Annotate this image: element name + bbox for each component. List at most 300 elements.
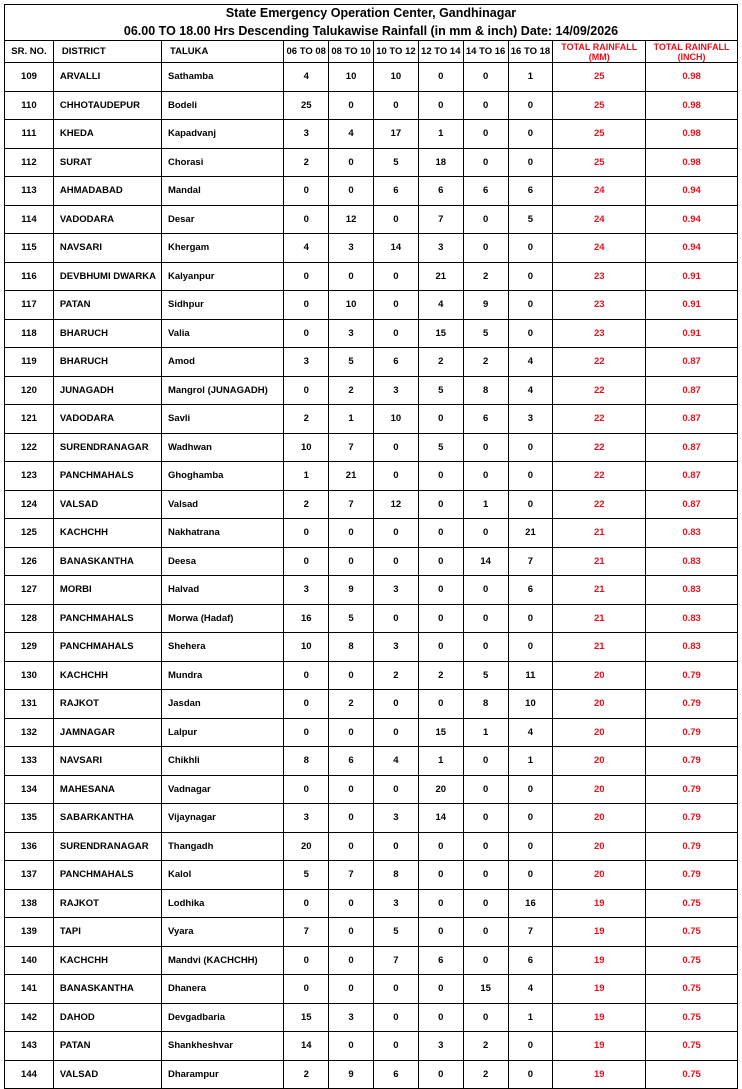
cell-06-to-08: 0	[284, 177, 329, 206]
cell-06-to-08: 0	[284, 291, 329, 320]
cell-total-inch: 0.87	[646, 462, 738, 491]
table-row	[5, 205, 738, 234]
report-header	[4, 4, 738, 40]
cell-14-to-16: 1	[463, 718, 508, 747]
cell-total-mm: 19	[553, 918, 646, 947]
cell-10-to-12: 2	[374, 661, 419, 690]
cell-sr-no: 131	[5, 690, 54, 719]
cell-08-to-10: 0	[329, 1032, 374, 1061]
table-row	[5, 633, 738, 662]
cell-total-mm: 19	[553, 975, 646, 1004]
cell-sr-no: 138	[5, 889, 54, 918]
cell-district: VADODARA	[53, 405, 161, 434]
cell-14-to-16: 0	[463, 747, 508, 776]
cell-district: VALSAD	[53, 1060, 161, 1089]
cell-10-to-12: 0	[374, 433, 419, 462]
table-row	[5, 120, 738, 149]
cell-total-mm: 20	[553, 690, 646, 719]
cell-16-to-18: 4	[508, 348, 553, 377]
cell-district: KACHCHH	[53, 946, 161, 975]
cell-total-inch: 0.79	[646, 747, 738, 776]
cell-district: RAJKOT	[53, 690, 161, 719]
cell-total-mm: 21	[553, 633, 646, 662]
cell-10-to-12: 3	[374, 376, 419, 405]
cell-district: JAMNAGAR	[53, 718, 161, 747]
table-row	[5, 747, 738, 776]
cell-total-mm: 22	[553, 405, 646, 434]
cell-06-to-08: 10	[284, 433, 329, 462]
cell-sr-no: 109	[5, 63, 54, 92]
cell-total-mm: 21	[553, 604, 646, 633]
cell-total-inch: 0.91	[646, 319, 738, 348]
cell-total-inch: 0.87	[646, 405, 738, 434]
cell-14-to-16: 0	[463, 918, 508, 947]
cell-taluka: Bodeli	[161, 91, 283, 120]
cell-08-to-10: 7	[329, 490, 374, 519]
cell-12-to-14: 1	[418, 120, 463, 149]
rainfall-table	[4, 40, 738, 1089]
cell-10-to-12: 3	[374, 889, 419, 918]
cell-16-to-18: 6	[508, 177, 553, 206]
cell-sr-no: 130	[5, 661, 54, 690]
cell-taluka: Vadnagar	[161, 775, 283, 804]
cell-sr-no: 133	[5, 747, 54, 776]
cell-taluka: Ghoghamba	[161, 462, 283, 491]
col-header-total-inch: TOTAL RAINFALL (INCH)	[646, 41, 738, 63]
cell-16-to-18: 0	[508, 148, 553, 177]
cell-district: BANASKANTHA	[53, 547, 161, 576]
cell-16-to-18: 0	[508, 120, 553, 149]
col-header-06-to-08: 06 TO 08	[284, 41, 329, 63]
cell-12-to-14: 0	[418, 604, 463, 633]
cell-08-to-10: 3	[329, 234, 374, 263]
cell-district: PANCHMAHALS	[53, 462, 161, 491]
cell-10-to-12: 10	[374, 63, 419, 92]
cell-16-to-18: 0	[508, 319, 553, 348]
cell-14-to-16: 2	[463, 1060, 508, 1089]
cell-16-to-18: 0	[508, 604, 553, 633]
table-header-row	[5, 41, 738, 63]
cell-14-to-16: 0	[463, 148, 508, 177]
cell-14-to-16: 2	[463, 262, 508, 291]
cell-08-to-10: 0	[329, 975, 374, 1004]
cell-district: TAPI	[53, 918, 161, 947]
cell-06-to-08: 7	[284, 918, 329, 947]
cell-10-to-12: 4	[374, 747, 419, 776]
cell-16-to-18: 0	[508, 775, 553, 804]
cell-total-inch: 0.79	[646, 832, 738, 861]
cell-12-to-14: 2	[418, 348, 463, 377]
cell-14-to-16: 0	[463, 433, 508, 462]
cell-taluka: Sathamba	[161, 63, 283, 92]
cell-12-to-14: 0	[418, 490, 463, 519]
cell-total-mm: 24	[553, 205, 646, 234]
cell-16-to-18: 0	[508, 262, 553, 291]
cell-12-to-14: 5	[418, 376, 463, 405]
table-row	[5, 576, 738, 605]
cell-total-mm: 19	[553, 946, 646, 975]
cell-total-mm: 20	[553, 804, 646, 833]
cell-16-to-18: 0	[508, 804, 553, 833]
cell-total-inch: 0.98	[646, 120, 738, 149]
cell-14-to-16: 0	[463, 462, 508, 491]
cell-12-to-14: 0	[418, 861, 463, 890]
table-row	[5, 547, 738, 576]
cell-10-to-12: 17	[374, 120, 419, 149]
cell-16-to-18: 7	[508, 547, 553, 576]
cell-14-to-16: 9	[463, 291, 508, 320]
cell-total-inch: 0.98	[646, 63, 738, 92]
cell-total-mm: 23	[553, 319, 646, 348]
cell-total-mm: 22	[553, 433, 646, 462]
cell-08-to-10: 0	[329, 177, 374, 206]
cell-sr-no: 143	[5, 1032, 54, 1061]
cell-sr-no: 142	[5, 1003, 54, 1032]
cell-10-to-12: 3	[374, 633, 419, 662]
cell-08-to-10: 10	[329, 291, 374, 320]
cell-16-to-18: 6	[508, 946, 553, 975]
cell-08-to-10: 9	[329, 576, 374, 605]
cell-16-to-18: 5	[508, 205, 553, 234]
table-row	[5, 804, 738, 833]
cell-16-to-18: 10	[508, 690, 553, 719]
cell-16-to-18: 6	[508, 576, 553, 605]
table-row	[5, 718, 738, 747]
cell-06-to-08: 0	[284, 661, 329, 690]
cell-06-to-08: 3	[284, 576, 329, 605]
cell-16-to-18: 7	[508, 918, 553, 947]
cell-taluka: Wadhwan	[161, 433, 283, 462]
cell-12-to-14: 20	[418, 775, 463, 804]
cell-total-mm: 21	[553, 547, 646, 576]
cell-taluka: Jasdan	[161, 690, 283, 719]
cell-taluka: Dharampur	[161, 1060, 283, 1089]
cell-total-mm: 19	[553, 1003, 646, 1032]
cell-taluka: Nakhatrana	[161, 519, 283, 548]
cell-total-mm: 20	[553, 832, 646, 861]
cell-sr-no: 113	[5, 177, 54, 206]
cell-06-to-08: 0	[284, 775, 329, 804]
cell-district: PANCHMAHALS	[53, 604, 161, 633]
cell-12-to-14: 0	[418, 576, 463, 605]
cell-sr-no: 123	[5, 462, 54, 491]
cell-14-to-16: 0	[463, 1003, 508, 1032]
cell-total-inch: 0.75	[646, 1060, 738, 1089]
cell-08-to-10: 0	[329, 661, 374, 690]
cell-10-to-12: 14	[374, 234, 419, 263]
cell-14-to-16: 8	[463, 690, 508, 719]
cell-taluka: Halvad	[161, 576, 283, 605]
cell-06-to-08: 25	[284, 91, 329, 120]
cell-total-mm: 23	[553, 291, 646, 320]
cell-10-to-12: 3	[374, 804, 419, 833]
table-row	[5, 1003, 738, 1032]
cell-total-mm: 22	[553, 376, 646, 405]
cell-total-inch: 0.94	[646, 177, 738, 206]
cell-10-to-12: 12	[374, 490, 419, 519]
cell-06-to-08: 2	[284, 405, 329, 434]
cell-16-to-18: 0	[508, 433, 553, 462]
cell-08-to-10: 0	[329, 519, 374, 548]
cell-total-inch: 0.79	[646, 804, 738, 833]
cell-district: VALSAD	[53, 490, 161, 519]
cell-14-to-16: 0	[463, 234, 508, 263]
cell-16-to-18: 0	[508, 1060, 553, 1089]
cell-taluka: Deesa	[161, 547, 283, 576]
cell-total-inch: 0.75	[646, 1003, 738, 1032]
cell-06-to-08: 5	[284, 861, 329, 890]
cell-14-to-16: 0	[463, 205, 508, 234]
cell-taluka: Dhanera	[161, 975, 283, 1004]
cell-taluka: Lalpur	[161, 718, 283, 747]
cell-14-to-16: 6	[463, 405, 508, 434]
cell-taluka: Kalyanpur	[161, 262, 283, 291]
cell-sr-no: 126	[5, 547, 54, 576]
cell-total-mm: 25	[553, 148, 646, 177]
cell-06-to-08: 0	[284, 205, 329, 234]
table-row	[5, 661, 738, 690]
cell-06-to-08: 15	[284, 1003, 329, 1032]
cell-district: PATAN	[53, 1032, 161, 1061]
cell-08-to-10: 2	[329, 690, 374, 719]
cell-total-inch: 0.75	[646, 889, 738, 918]
cell-06-to-08: 1	[284, 462, 329, 491]
cell-16-to-18: 0	[508, 91, 553, 120]
cell-10-to-12: 0	[374, 519, 419, 548]
table-row	[5, 604, 738, 633]
cell-total-mm: 24	[553, 177, 646, 206]
cell-total-inch: 0.98	[646, 91, 738, 120]
cell-district: KACHCHH	[53, 519, 161, 548]
cell-district: BHARUCH	[53, 348, 161, 377]
table-row	[5, 1032, 738, 1061]
cell-08-to-10: 7	[329, 433, 374, 462]
cell-taluka: Khergam	[161, 234, 283, 263]
cell-total-inch: 0.83	[646, 576, 738, 605]
cell-sr-no: 122	[5, 433, 54, 462]
cell-08-to-10: 0	[329, 148, 374, 177]
cell-08-to-10: 0	[329, 262, 374, 291]
cell-district: NAVSARI	[53, 747, 161, 776]
cell-sr-no: 128	[5, 604, 54, 633]
cell-10-to-12: 3	[374, 576, 419, 605]
cell-district: DAHOD	[53, 1003, 161, 1032]
cell-total-mm: 19	[553, 889, 646, 918]
cell-total-inch: 0.98	[646, 148, 738, 177]
cell-sr-no: 121	[5, 405, 54, 434]
table-row	[5, 775, 738, 804]
cell-16-to-18: 0	[508, 490, 553, 519]
cell-sr-no: 117	[5, 291, 54, 320]
cell-12-to-14: 0	[418, 462, 463, 491]
cell-08-to-10: 9	[329, 1060, 374, 1089]
col-header-14-to-16: 14 TO 16	[463, 41, 508, 63]
cell-08-to-10: 3	[329, 319, 374, 348]
cell-14-to-16: 5	[463, 661, 508, 690]
cell-sr-no: 111	[5, 120, 54, 149]
table-row	[5, 405, 738, 434]
cell-total-inch: 0.94	[646, 205, 738, 234]
cell-taluka: Vyara	[161, 918, 283, 947]
cell-12-to-14: 4	[418, 291, 463, 320]
cell-total-inch: 0.83	[646, 633, 738, 662]
cell-total-inch: 0.91	[646, 291, 738, 320]
cell-sr-no: 144	[5, 1060, 54, 1089]
cell-10-to-12: 0	[374, 690, 419, 719]
cell-08-to-10: 0	[329, 832, 374, 861]
cell-16-to-18: 0	[508, 234, 553, 263]
cell-06-to-08: 0	[284, 547, 329, 576]
cell-06-to-08: 0	[284, 262, 329, 291]
cell-14-to-16: 0	[463, 775, 508, 804]
cell-taluka: Shehera	[161, 633, 283, 662]
cell-sr-no: 135	[5, 804, 54, 833]
cell-total-mm: 22	[553, 490, 646, 519]
cell-14-to-16: 2	[463, 348, 508, 377]
cell-06-to-08: 0	[284, 889, 329, 918]
cell-total-inch: 0.75	[646, 946, 738, 975]
cell-taluka: Valia	[161, 319, 283, 348]
cell-12-to-14: 0	[418, 1003, 463, 1032]
table-row	[5, 861, 738, 890]
cell-06-to-08: 3	[284, 804, 329, 833]
cell-14-to-16: 15	[463, 975, 508, 1004]
cell-14-to-16: 0	[463, 604, 508, 633]
cell-total-inch: 0.87	[646, 348, 738, 377]
table-row	[5, 148, 738, 177]
cell-12-to-14: 0	[418, 633, 463, 662]
cell-sr-no: 125	[5, 519, 54, 548]
cell-taluka: Morwa (Hadaf)	[161, 604, 283, 633]
cell-06-to-08: 4	[284, 63, 329, 92]
cell-district: SABARKANTHA	[53, 804, 161, 833]
cell-16-to-18: 0	[508, 462, 553, 491]
cell-total-mm: 24	[553, 234, 646, 263]
cell-12-to-14: 21	[418, 262, 463, 291]
cell-12-to-14: 0	[418, 889, 463, 918]
cell-16-to-18: 0	[508, 1032, 553, 1061]
cell-10-to-12: 5	[374, 918, 419, 947]
cell-12-to-14: 6	[418, 177, 463, 206]
cell-district: ARVALLI	[53, 63, 161, 92]
cell-14-to-16: 6	[463, 177, 508, 206]
table-row	[5, 348, 738, 377]
cell-total-mm: 25	[553, 91, 646, 120]
cell-12-to-14: 7	[418, 205, 463, 234]
cell-taluka: Kalol	[161, 861, 283, 890]
cell-12-to-14: 18	[418, 148, 463, 177]
table-row	[5, 889, 738, 918]
table-row	[5, 177, 738, 206]
cell-taluka: Devgadbaria	[161, 1003, 283, 1032]
cell-10-to-12: 0	[374, 1003, 419, 1032]
cell-total-inch: 0.83	[646, 547, 738, 576]
cell-16-to-18: 3	[508, 405, 553, 434]
cell-district: SURENDRANAGAR	[53, 433, 161, 462]
cell-06-to-08: 0	[284, 690, 329, 719]
cell-10-to-12: 6	[374, 348, 419, 377]
cell-08-to-10: 0	[329, 775, 374, 804]
cell-taluka: Desar	[161, 205, 283, 234]
cell-08-to-10: 5	[329, 348, 374, 377]
col-header-taluka: TALUKA	[161, 41, 283, 63]
cell-total-inch: 0.87	[646, 376, 738, 405]
cell-12-to-14: 0	[418, 832, 463, 861]
cell-total-inch: 0.79	[646, 690, 738, 719]
cell-district: SURENDRANAGAR	[53, 832, 161, 861]
cell-12-to-14: 0	[418, 91, 463, 120]
cell-sr-no: 115	[5, 234, 54, 263]
cell-10-to-12: 0	[374, 775, 419, 804]
cell-12-to-14: 14	[418, 804, 463, 833]
cell-16-to-18: 0	[508, 291, 553, 320]
cell-total-inch: 0.75	[646, 1032, 738, 1061]
table-row	[5, 975, 738, 1004]
cell-total-mm: 19	[553, 1060, 646, 1089]
cell-12-to-14: 0	[418, 975, 463, 1004]
cell-total-mm: 19	[553, 1032, 646, 1061]
cell-district: DEVBHUMI DWARKA	[53, 262, 161, 291]
cell-08-to-10: 0	[329, 91, 374, 120]
table-row	[5, 234, 738, 263]
cell-sr-no: 127	[5, 576, 54, 605]
cell-total-inch: 0.94	[646, 234, 738, 263]
cell-total-mm: 21	[553, 576, 646, 605]
cell-14-to-16: 0	[463, 946, 508, 975]
cell-12-to-14: 15	[418, 718, 463, 747]
cell-08-to-10: 3	[329, 1003, 374, 1032]
cell-08-to-10: 21	[329, 462, 374, 491]
cell-total-mm: 22	[553, 462, 646, 491]
cell-16-to-18: 16	[508, 889, 553, 918]
cell-14-to-16: 0	[463, 576, 508, 605]
cell-14-to-16: 0	[463, 832, 508, 861]
cell-total-inch: 0.87	[646, 490, 738, 519]
cell-08-to-10: 0	[329, 547, 374, 576]
cell-06-to-08: 2	[284, 148, 329, 177]
cell-14-to-16: 0	[463, 633, 508, 662]
cell-06-to-08: 0	[284, 718, 329, 747]
cell-taluka: Chikhli	[161, 747, 283, 776]
cell-06-to-08: 14	[284, 1032, 329, 1061]
cell-sr-no: 124	[5, 490, 54, 519]
cell-total-inch: 0.79	[646, 861, 738, 890]
cell-district: KHEDA	[53, 120, 161, 149]
cell-06-to-08: 8	[284, 747, 329, 776]
cell-06-to-08: 0	[284, 975, 329, 1004]
cell-14-to-16: 14	[463, 547, 508, 576]
cell-08-to-10: 4	[329, 120, 374, 149]
table-row	[5, 291, 738, 320]
cell-12-to-14: 0	[418, 547, 463, 576]
cell-10-to-12: 6	[374, 1060, 419, 1089]
cell-10-to-12: 0	[374, 975, 419, 1004]
table-row	[5, 946, 738, 975]
col-header-08-to-10: 08 TO 10	[329, 41, 374, 63]
table-row	[5, 63, 738, 92]
cell-06-to-08: 10	[284, 633, 329, 662]
col-header-16-to-18: 16 TO 18	[508, 41, 553, 63]
cell-06-to-08: 3	[284, 120, 329, 149]
report-title: State Emergency Operation Center, Gandhinagar	[225, 6, 517, 20]
cell-12-to-14: 0	[418, 918, 463, 947]
cell-taluka: Lodhika	[161, 889, 283, 918]
cell-sr-no: 120	[5, 376, 54, 405]
cell-10-to-12: 0	[374, 547, 419, 576]
cell-12-to-14: 2	[418, 661, 463, 690]
cell-total-mm: 20	[553, 775, 646, 804]
cell-total-inch: 0.79	[646, 661, 738, 690]
